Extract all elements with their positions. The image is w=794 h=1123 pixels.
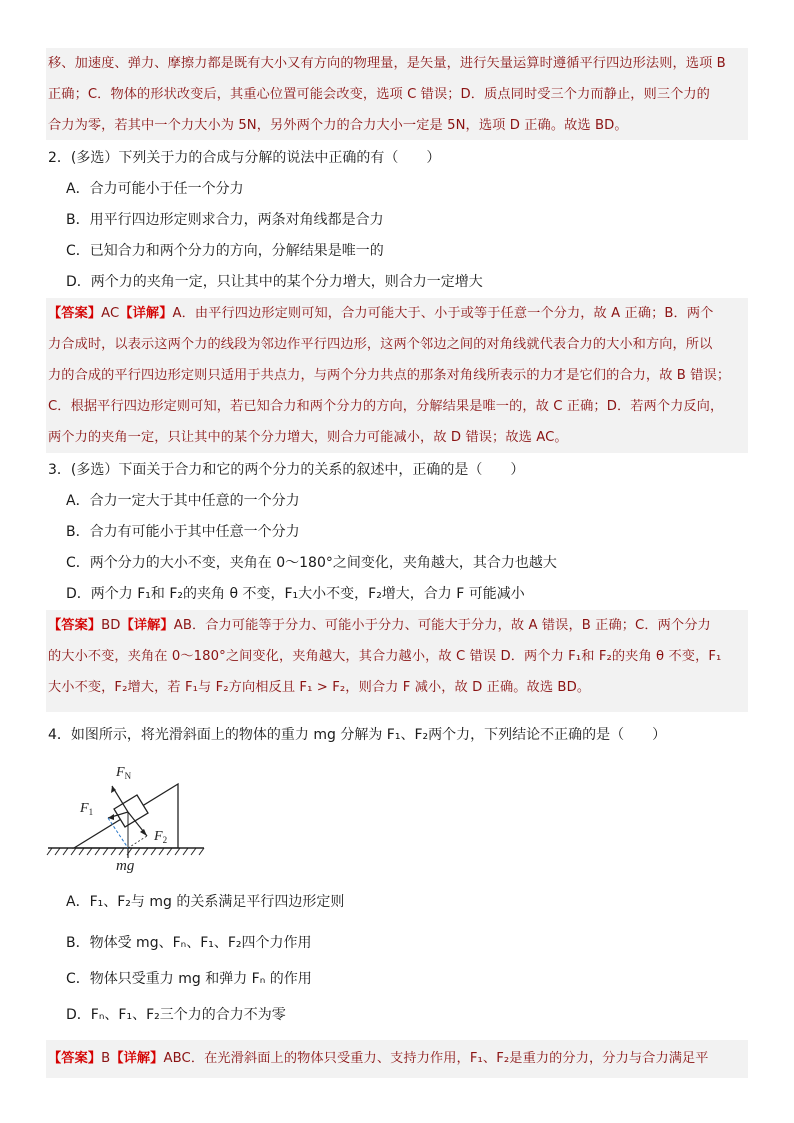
fn-label: $F_N$	[116, 765, 132, 781]
answer-letter: AC	[101, 306, 120, 321]
question-2-option-c: C．已知合力和两个分力的方向，分解结果是唯一的	[66, 243, 384, 259]
answer-line: 力的合成的平行四边形定则只适用于共点力，与两个分力共点的那条对角线所表示的力才是它们的合力，故 B 错误；	[48, 368, 731, 383]
question-4-option-c: C．物体只受重力 mg 和弹力 Fₙ 的作用	[66, 971, 312, 987]
question-4-stem: 4．如图所示，将光滑斜面上的物体的重力 mg 分解为 F₁、F₂两个力，下列结论不正确的是（ ）	[48, 727, 667, 743]
answer-line: 正确；C．物体的形状改变后，其重心位置可能会改变，选项 C 错误；D．质点同时受三个力而静止，则三个力的	[48, 87, 710, 102]
detail-tag: 【详解】	[120, 618, 174, 633]
question-2-stem: 2．(多选）下列关于力的合成与分解的说法中正确的有（ ）	[48, 150, 441, 166]
answer-text: ABC．在光滑斜面上的物体只受重力、支持力作用，F₁、F₂是重力的分力，分力与合力满足平	[163, 1051, 709, 1066]
answer-block-2	[46, 298, 748, 453]
answer-letter: B	[101, 1051, 111, 1066]
answer-line: 合力为零，若其中一个力大小为 5N，另外两个力的合力大小一定是 5N，选项 D 正确。故选 BD。	[48, 118, 628, 133]
inclined-plane-figure	[44, 756, 214, 876]
answer-tag: 【答案】	[48, 1051, 102, 1066]
question-3-option-a: A．合力一定大于其中任意的一个分力	[66, 493, 300, 509]
question-2-option-d: D．两个力的夹角一定，只让其中的某个分力增大，则合力一定增大	[66, 274, 483, 290]
answer-line: 大小不变，F₂增大，若 F₁与 F₂方向相反且 F₁ > F₂，则合力 F 减小，故 D 正确。故选 BD。	[48, 680, 591, 695]
answer-block-3	[46, 610, 748, 712]
question-3-option-b: B．合力有可能小于其中任意一个分力	[66, 524, 300, 540]
answer-text: AB．合力可能等于分力、可能小于分力、可能大于分力，故 A 错误，B 正确；C．两个分力	[173, 618, 711, 633]
question-4-option-b: B．物体受 mg、Fₙ、F₁、F₂四个力作用	[66, 935, 312, 951]
answer-line: 的大小不变，夹角在 0～180°之间变化，夹角越大，其合力越小，故 C 错误 D．两个力 F₁和 F₂的夹角 θ 不变，F₁	[48, 649, 722, 664]
f1-label: $F_1$	[80, 801, 94, 817]
question-2-option-b: B．用平行四边形定则求合力，两条对角线都是合力	[66, 212, 384, 228]
mg-label: mg	[116, 858, 135, 874]
answer-line: 两个力的夹角一定，只让其中的某个分力增大，则合力可能减小，故 D 错误；故选 AC。	[48, 430, 568, 445]
answer-tag: 【答案】	[48, 306, 102, 321]
f2-label: $F_2$	[154, 829, 168, 845]
detail-tag: 【详解】	[119, 306, 173, 321]
question-4-option-d: D．Fₙ、F₁、F₂三个力的合力不为零	[66, 1007, 286, 1023]
answer-block-1	[46, 48, 748, 140]
answer-line: 移、加速度、弹力、摩擦力都是既有大小又有方向的物理量，是矢量，进行矢量运算时遵循平行四边形法则，选项 B	[48, 56, 726, 71]
answer-line: C．根据平行四边形定则可知，若已知合力和两个分力的方向，分解结果是唯一的，故 C 正确；D．若两个力反向，	[48, 399, 724, 414]
answer-text: A．由平行四边形定则可知，合力可能大于、小于或等于任意一个分力，故 A 正确；B．两个	[172, 306, 714, 321]
answer-tag: 【答案】	[48, 618, 102, 633]
question-4-option-a: A．F₁、F₂与 mg 的关系满足平行四边形定则	[66, 894, 345, 910]
answer-letter: BD	[101, 618, 121, 633]
question-2-option-a: A．合力可能小于任一个分力	[66, 181, 244, 197]
question-3-option-d: D．两个力 F₁和 F₂的夹角 θ 不变，F₁大小不变，F₂增大，合力 F 可能减小	[66, 586, 525, 602]
answer-block-4	[46, 1040, 748, 1078]
question-3-stem: 3．(多选）下面关于合力和它的两个分力的关系的叙述中，正确的是（ ）	[48, 462, 525, 478]
answer-line: 力合成时，以表示这两个力的线段为邻边作平行四边形，这两个邻边之间的对角线就代表合力的大小和方向，所以	[48, 337, 713, 352]
detail-tag: 【详解】	[110, 1051, 164, 1066]
question-3-option-c: C．两个分力的大小不变，夹角在 0～180°之间变化，夹角越大，其合力也越大	[66, 555, 557, 571]
